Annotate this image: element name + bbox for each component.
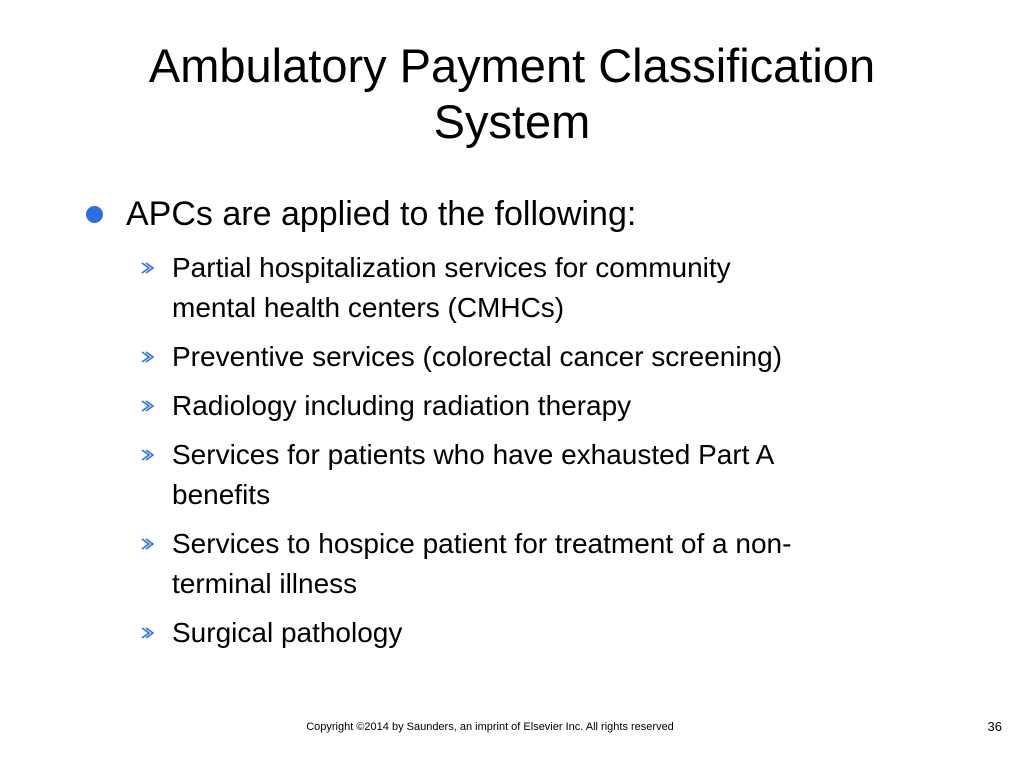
- sub-bullet-text-line1: Preventive services (colorectal cancer screening): [172, 341, 783, 372]
- sub-bullet-item: [136, 337, 956, 377]
- sub-bullet-text-line1: Radiology including radiation therapy: [172, 390, 632, 421]
- arrow-bullet-icon: [140, 626, 154, 640]
- page-number: 36: [987, 719, 1002, 734]
- sub-bullet-text-line1: Services to hospice patient for treatment of a non-: [172, 528, 792, 559]
- sub-bullet-list: [136, 248, 956, 662]
- sub-bullet-item: [136, 524, 956, 604]
- sub-bullet-text-line1: Services for patients who have exhausted Part A: [172, 439, 775, 470]
- arrow-bullet-icon: [140, 399, 154, 413]
- sub-bullet-text-line2: benefits: [172, 479, 271, 510]
- arrow-bullet-icon: [140, 350, 154, 364]
- sub-bullet-text-line1: Partial hospitalization services for community: [172, 252, 731, 283]
- arrow-bullet-icon: [140, 448, 154, 462]
- main-bullet-text: APCs are applied to the following:: [126, 195, 637, 233]
- sub-bullet-item: [136, 435, 956, 515]
- arrow-bullet-icon: [140, 261, 154, 275]
- sub-bullet-item: [136, 613, 956, 653]
- sub-bullet-text-line2: terminal illness: [172, 568, 358, 599]
- slide-title-line2: System: [433, 95, 591, 148]
- sub-bullet-item: [136, 386, 956, 426]
- slide-title: [60, 38, 964, 150]
- slide-title-line1: Ambulatory Payment Classification: [148, 39, 876, 92]
- footer-copyright: Copyright ©2014 by Saunders, an imprint of Elsevier Inc. All rights reserved: [306, 721, 674, 733]
- arrow-bullet-icon: [140, 537, 154, 551]
- circle-bullet-icon: [86, 206, 103, 223]
- sub-bullet-text-line1: Surgical pathology: [172, 617, 403, 648]
- sub-bullet-text-line2: mental health centers (CMHCs): [172, 292, 565, 323]
- sub-bullet-item: [136, 248, 956, 328]
